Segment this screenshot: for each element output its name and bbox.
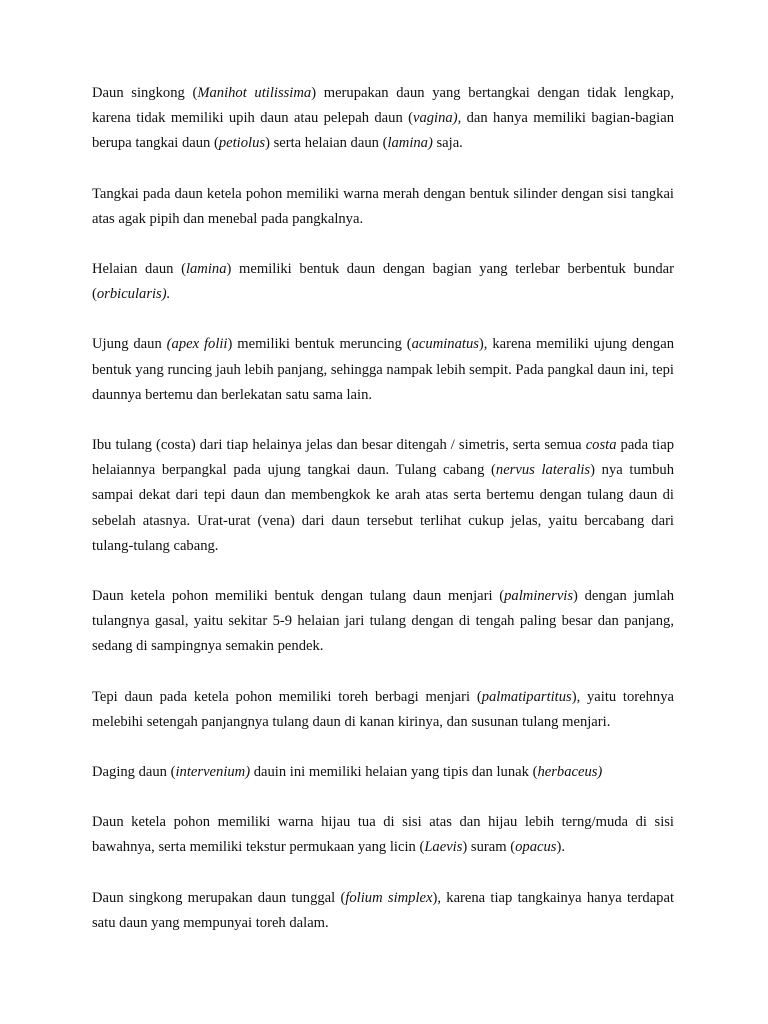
text-run: dan hanya memiliki bagian-bagian berupa tangkai daun ( <box>92 110 674 152</box>
paragraph-palmate-venation <box>92 584 674 660</box>
italic-term: orbicularis). <box>96 286 171 303</box>
text-run: Daging daun ( <box>92 764 176 781</box>
text-run: ), karena memiliki ujung dengan bentuk yang runcing jauh lebih panjang, sehingga nampak lebih sempit. Pada pangkal daun ini, tepi daunnya bertemu dan berlekatan satu sama lain. <box>92 336 674 403</box>
text-run: Tepi daun pada ketela pohon memiliki toreh berbagi menjari ( <box>92 688 482 705</box>
text-run: Daun ketela pohon memiliki bentuk dengan tulang daun menjari ( <box>92 588 505 605</box>
paragraph-leaf-tissue <box>92 760 674 785</box>
text-run: ) memiliki bentuk meruncing ( <box>227 336 412 353</box>
paragraph-leaf-color-texture <box>92 810 674 860</box>
italic-term: lamina <box>185 261 227 278</box>
italic-term: acuminatus <box>411 336 479 353</box>
italic-term: folium simplex <box>345 889 433 906</box>
text-run: ) dengan jumlah tulangnya gasal, yaitu sekitar 5-9 helaian jari tulang dengan di tengah paling besar dan panjang, sedang di sampingnya semakin pendek. <box>92 588 674 655</box>
paragraph-leaf-margin <box>92 685 674 735</box>
italic-term: opacus <box>515 839 557 856</box>
text-run: ) nya tumbuh sampai dekat dari tepi daun dan membengkok ke arah atas serta bertemu dengan tulang daun di sebelah atasnya. Urat-urat (vena) dari daun tersebut terlihat cukup jelas, yaitu bercabang dari tulang-tulang cabang. <box>92 462 674 554</box>
italic-term: costa <box>585 437 617 454</box>
text-run: Ibu tulang (costa) dari tiap helainya jelas dan besar ditengah / simetris, serta semua <box>92 437 586 454</box>
text-run: ). <box>556 839 565 856</box>
italic-term: intervenium) <box>175 764 251 781</box>
text-run: saja. <box>432 135 463 152</box>
paragraph-petiole-description <box>92 81 674 157</box>
italic-term: vagina), <box>412 110 462 127</box>
italic-term: Laevis <box>424 839 463 856</box>
text-run: ) memiliki bentuk daun dengan bagian yang terlebar berbentuk bundar ( <box>92 261 675 303</box>
paragraph-lamina-shape <box>92 257 674 307</box>
text-run: dauin ini memiliki helaian yang tipis dan lunak ( <box>250 764 538 781</box>
paragraph-stalk-color <box>92 182 674 232</box>
italic-term: petiolus <box>218 135 266 152</box>
text-run: ) merupakan daun yang bertangkai dengan tidak lengkap, karena tidak memiliki upih daun atau pelepah daun ( <box>92 85 674 127</box>
text-run: Tangkai pada daun ketela pohon memiliki warna merah dengan bentuk silinder dengan sisi tangkai atas agak pipih dan menebal pada pangkalnya. <box>92 185 674 227</box>
paragraph-leaf-veins <box>92 433 674 559</box>
text-run: ), yaitu torehnya melebihi setengah panjangnya tulang daun di kanan kirinya, dan susunan tulang menjari. <box>92 688 674 730</box>
text-run: Daun singkong merupakan daun tunggal ( <box>92 889 346 906</box>
italic-term: palminervis <box>504 588 574 605</box>
italic-term: Manihot utilissima <box>197 85 312 101</box>
text-run: ), karena tiap tangkainya hanya terdapat satu daun yang mempunyai toreh dalam. <box>92 889 674 931</box>
italic-term: (apex folii <box>166 336 228 353</box>
text-run: pada tiap helaiannya berpangkal pada ujung tangkai daun. Tulang cabang ( <box>92 437 674 479</box>
italic-term: nervus lateralis <box>495 462 591 479</box>
text-run: Helaian daun ( <box>92 261 186 278</box>
text-run: Ujung daun <box>92 336 167 353</box>
text-run: ) serta helaian daun ( <box>265 135 388 152</box>
document-body <box>92 81 674 936</box>
italic-term: lamina) <box>387 135 433 152</box>
italic-term: herbaceus) <box>537 764 603 781</box>
paragraph-leaf-apex <box>92 332 674 408</box>
text-run: ) suram ( <box>462 839 516 856</box>
paragraph-single-leaf <box>92 886 674 936</box>
text-run: Daun singkong ( <box>92 85 198 101</box>
italic-term: palmatipartitus <box>481 688 572 705</box>
text-run: Daun ketela pohon memiliki warna hijau tua di sisi atas dan hijau lebih terng/muda di sisi bawahnya, serta memiliki tekstur permukaan yang licin ( <box>92 814 674 856</box>
